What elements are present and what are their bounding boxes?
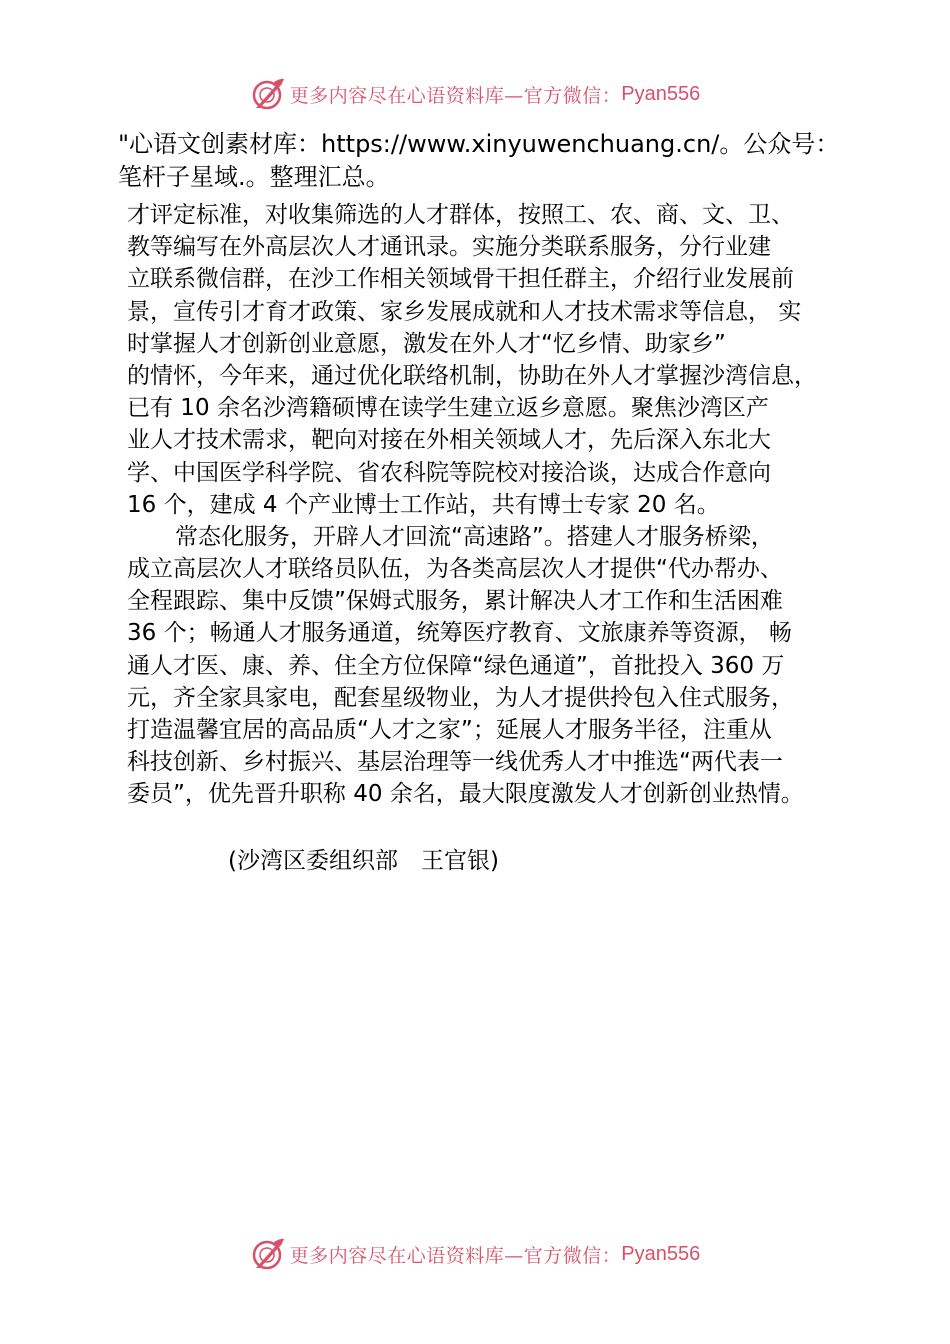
body-line: 36 个；畅通人才服务通道，统筹医疗教育、文旅康养等资源， 畅 — [127, 620, 792, 647]
header-banner — [0, 72, 950, 116]
source-note — [118, 128, 878, 194]
body-line: 科技创新、乡村振兴、基层治理等一线优秀人才中推选“两代表一 — [127, 749, 783, 776]
article-body — [127, 199, 887, 811]
body-line: 的情怀，今年来，通过优化联络机制，协助在外人才掌握沙湾信息， — [127, 362, 817, 389]
header-banner-text: 更多内容尽在心语资料库—官方微信： — [289, 84, 622, 107]
body-line: 已有 10 余名沙湾籍硕博在读学生建立返乡意愿。聚焦沙湾区产 — [127, 395, 769, 422]
body-line: 元，齐全家具家电，配套星级物业，为人才提供拎包入住式服务， — [127, 684, 794, 711]
body-line: 教等编写在外高层次人才通讯录。实施分类联系服务，分行业建 — [127, 234, 771, 261]
body-line: 时掌握人才创新创业意愿，激发在外人才“忆乡情、助家乡” — [127, 330, 726, 357]
footer-banner — [0, 1232, 950, 1276]
body-line: 学、中国医学科学院、省农科院等院校对接洽谈，达成合作意向 — [127, 459, 771, 486]
body-line: 景，宣传引才育才政策、家乡发展成就和人才技术需求等信息， 实 — [127, 298, 802, 325]
header-banner-handle: Pyan556 — [621, 82, 701, 105]
body-line: 才评定标准，对收集筛选的人才群体，按照工、农、商、文、卫、 — [127, 202, 794, 228]
quill-logo-icon — [250, 1236, 286, 1272]
footer-banner-handle: Pyan556 — [621, 1242, 701, 1265]
signature: (沙湾区委组织部 王官银) — [228, 848, 499, 874]
quill-logo-icon — [250, 76, 286, 112]
body-line: 委员”，优先晋升职称 40 余名，最大限度激发人才创新创业热情。 — [127, 781, 804, 808]
body-line: 全程跟踪、集中反馈”保姆式服务，累计解决人才工作和生活困难 — [127, 588, 783, 615]
body-line: 通人才医、康、养、住全方位保障“绿色通道”，首批投入 360 万 — [127, 652, 785, 679]
body-line: 成立高层次人才联络员队伍，为各类高层次人才提供“代办帮办、 — [127, 556, 783, 583]
footer-banner-text: 更多内容尽在心语资料库—官方微信： — [289, 1244, 622, 1267]
source-line-1: "心语文创素材库：https://www.xinyuwenchuang.cn/。公众号： — [118, 130, 840, 158]
body-line: 16 个，建成 4 个产业博士工作站，共有博士专家 20 名。 — [127, 491, 720, 518]
body-line-paragraph-start: 常态化服务，开辟人才回流“高速路”。搭建人才服务桥梁， — [175, 523, 774, 550]
body-line: 立联系微信群，在沙工作相关领域骨干担任群主，介绍行业发展前 — [127, 266, 794, 293]
source-line-2: 笔杆子星域.。整理汇总。 — [118, 163, 390, 191]
body-line: 打造温馨宜居的高品质“人才之家”；延展人才服务半径，注重从 — [127, 717, 772, 743]
body-line: 业人才技术需求，靶向对接在外相关领域人才，先后深入东北大 — [127, 427, 771, 454]
